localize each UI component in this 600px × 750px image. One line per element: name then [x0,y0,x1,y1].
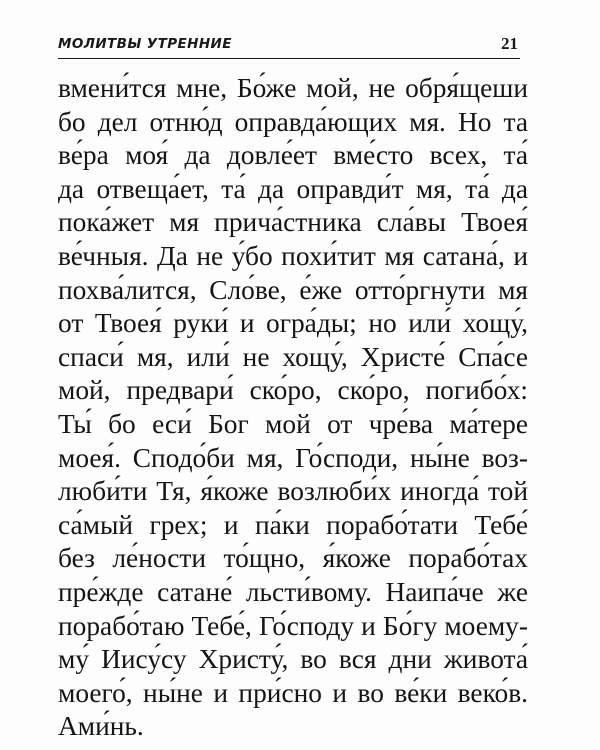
text-line: Ты́ бо еси́ Бог мой от чре́ва ма́тере [58,408,528,439]
text-line: без ле́ности то́щно, я́коже порабо́тах [58,543,528,574]
text-line: порабо́таю Тебе́, Го́споду и Бо́гу моему- [58,610,528,641]
text-line: пока́жет мя прича́стника сла́вы Твоея́ [58,207,528,238]
text-line: от Твоея́ руки́ и огра́ды; но или́ хощу́, [58,308,528,339]
running-header-title: МОЛИТВЫ УТРЕННИЕ [58,36,232,52]
text-line: ве́чныя. Да не у́бо похи́тит мя сатана́, и [58,240,528,271]
text-line: моея́. Сподо́би мя, Го́споди, ны́не воз- [58,442,528,473]
text-line: са́мый грех; и па́ки порабо́тати Тебе́ [58,509,528,540]
text-line: ве́ра моя́ да довле́ет вме́сто всех, та́ [58,140,528,171]
text-line: вмени́тся мне, Бо́же мой, не обря́щеши [58,73,528,103]
text-line: да отвеща́ет, та́ да оправди́т мя, та́ да [58,173,528,204]
text-line: похва́лится, Сло́ве, е́же отто́ргнути мя [58,274,528,305]
header-rule [58,58,520,59]
prayer-text [58,72,528,744]
text-line: мой, предвари́ ско́ро, ско́ро, погибо́х: [58,375,528,406]
text-line: спаси́ мя, или́ не хощу́, Христе́ Спа́се [58,341,528,372]
page-number: 21 [501,34,518,53]
running-header [58,36,520,56]
text-line: моего́, ны́не и при́сно и во ве́ки веко́в. [58,677,528,708]
text-line: Ами́нь. [58,711,144,742]
text-line: му́ Иису́су Христу́, во вся дни живота́ [58,644,528,675]
text-line: люби́ти Тя, я́коже возлюби́х иногда́ той [58,476,528,507]
text-line: бо дел отню́д оправда́ющих мя. Но та [58,106,528,137]
text-line: пре́жде сатане́ льсти́вому. Наипа́че же [58,576,528,607]
